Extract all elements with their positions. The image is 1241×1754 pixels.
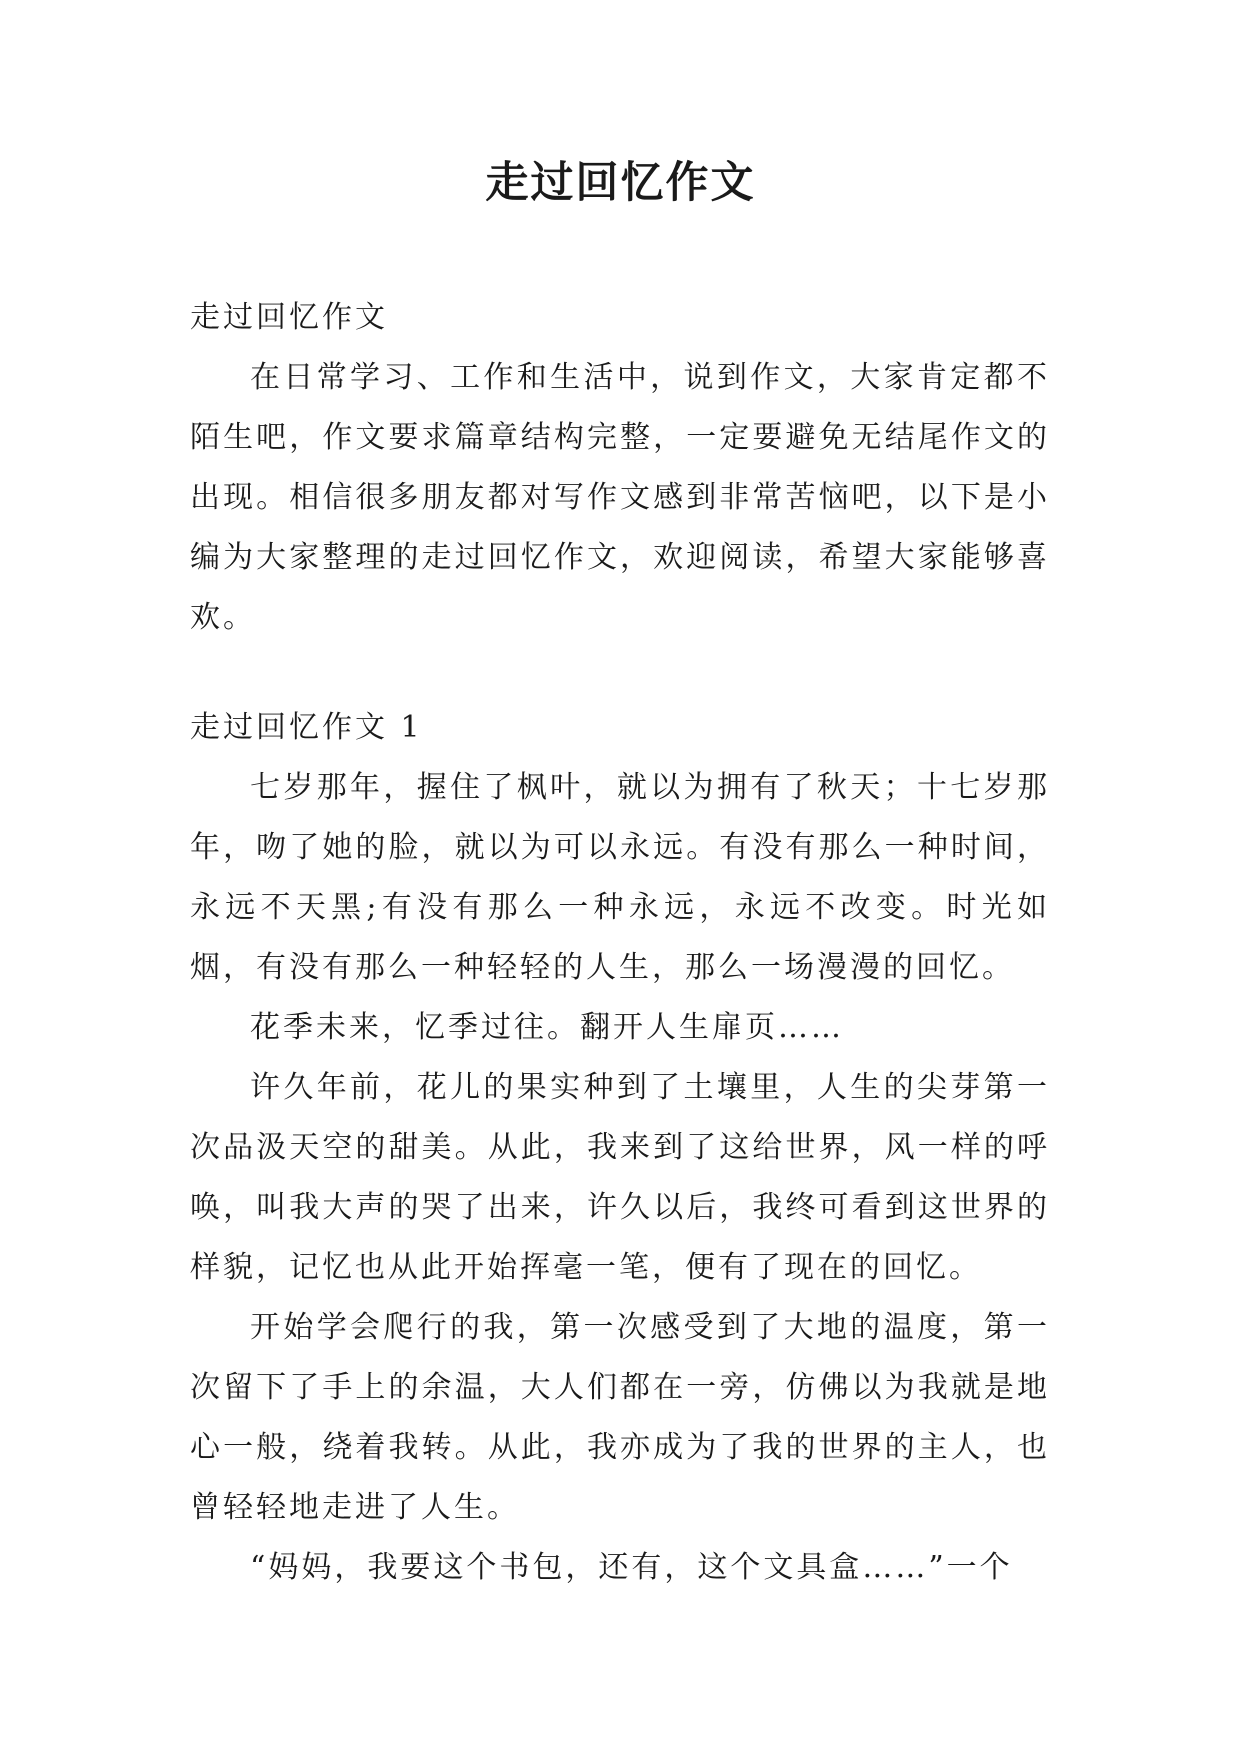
document-title: 走过回忆作文 (485, 158, 756, 208)
intro-paragraph: 在日常学习、工作和生活中，说到作文，大家肯定都不陌生吧，作文要求篇章结构完整，一定要避免无结尾作文的出现。相信很多朋友都对写作文感到非常苦恼吧，以下是小编为大家整理的走过回忆作文，欢迎阅读，希望大家能够喜欢。 (190, 360, 1050, 635)
document-body (190, 288, 1050, 1598)
section1-paragraph: 七岁那年，握住了枫叶，就以为拥有了秋天；十七岁那年，吻了她的脸，就以为可以永远。有没有那么一种时间，永远不天黑;有没有那么一种永远，永远不改变。时光如烟，有没有那么一种轻轻的人生，那么一场漫漫的回忆。 (190, 770, 1050, 985)
section1-paragraph: 许久年前，花儿的果实种到了土壤里，人生的尖芽第一次品汲天空的甜美。从此，我来到了这给世界，风一样的呼唤，叫我大声的哭了出来，许久以后，我终可看到这世界的样貌，记忆也从此开始挥毫一笔，便有了现在的回忆。 (190, 1070, 1050, 1285)
section1-heading: 走过回忆作文 1 (190, 710, 423, 745)
section1-paragraph: 花季未来，忆季过往。翻开人生扉页…… (250, 1010, 844, 1045)
intro-heading: 走过回忆作文 (190, 300, 388, 335)
section1-paragraph: 开始学会爬行的我，第一次感受到了大地的温度，第一次留下了手上的余温，大人们都在一旁，仿佛以为我就是地心一般，绕着我转。从此，我亦成为了我的世界的主人，也曾轻轻地走进了人生。 (190, 1310, 1050, 1525)
section-spacer (190, 648, 1050, 698)
section1-paragraph: “妈妈，我要这个书包，还有，这个文具盒……”一个 (250, 1550, 1013, 1585)
